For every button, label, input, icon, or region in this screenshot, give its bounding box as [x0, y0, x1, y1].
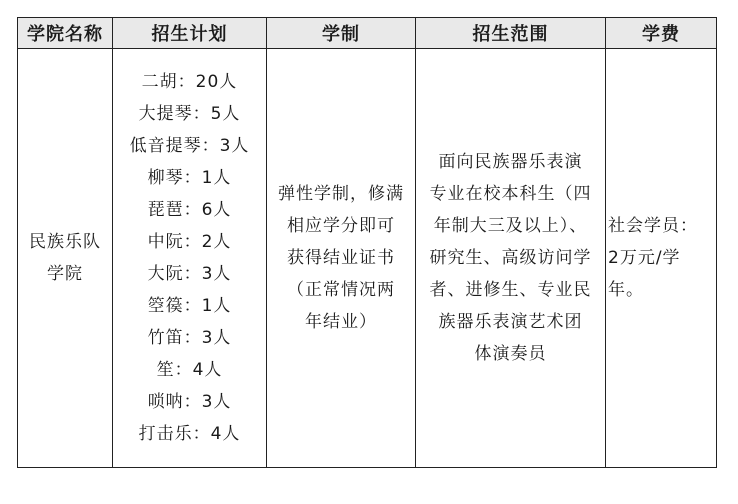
enrollment-table: [17, 17, 717, 468]
plan-line: 大阮：3人: [147, 264, 232, 284]
scope-line: 研究生、高级访问学: [429, 248, 592, 268]
header-plan: 招生计划: [113, 18, 267, 49]
plan-line: 中阮：2人: [147, 232, 232, 252]
plan-line: 打击乐：4人: [138, 424, 241, 444]
fee-line: 社会学员：: [608, 216, 698, 236]
scope-line: 者、进修生、专业民: [429, 280, 592, 300]
plan-line: 唢呐：3人: [147, 392, 232, 412]
header-fee: 学费: [606, 18, 717, 49]
header-system: 学制: [267, 18, 416, 49]
system-cell: [267, 49, 416, 468]
header-row: [18, 18, 717, 49]
scope-line: 面向民族器乐表演: [438, 152, 583, 172]
fee-line: 2万元/学: [608, 248, 681, 268]
scope-line: 族器乐表演艺术团: [438, 312, 583, 332]
plan-line: 大提琴：5人: [138, 104, 241, 124]
header-scope: 招生范围: [416, 18, 606, 49]
college-line: 民族乐队: [29, 232, 101, 252]
scope-line: 专业在校本科生（四: [429, 184, 592, 204]
scope-cell: [416, 49, 606, 468]
system-line: 弹性学制，修满: [278, 184, 404, 204]
plan-cell: [113, 49, 267, 468]
college-cell: [18, 49, 113, 468]
fee-cell: [606, 49, 717, 468]
plan-line: 低音提琴：3人: [129, 136, 250, 156]
college-line: 学院: [47, 264, 83, 284]
system-line: 相应学分即可: [287, 216, 395, 236]
system-line: 年结业）: [305, 312, 377, 332]
plan-line: 琵琶：6人: [147, 200, 232, 220]
fee-line: 年。: [608, 280, 644, 300]
plan-line: 箜篌：1人: [147, 296, 232, 316]
plan-line: 笙：4人: [156, 360, 223, 380]
plan-line: 二胡：20人: [141, 72, 238, 92]
scope-line: 体演奏员: [474, 344, 547, 364]
scope-line: 年制大三及以上）、: [433, 216, 588, 236]
table-row: [18, 49, 717, 468]
plan-line: 柳琴：1人: [147, 168, 232, 188]
header-college: 学院名称: [18, 18, 113, 49]
system-line: 获得结业证书: [287, 248, 395, 268]
plan-line: 竹笛：3人: [147, 328, 232, 348]
system-line: （正常情况两: [287, 280, 395, 300]
